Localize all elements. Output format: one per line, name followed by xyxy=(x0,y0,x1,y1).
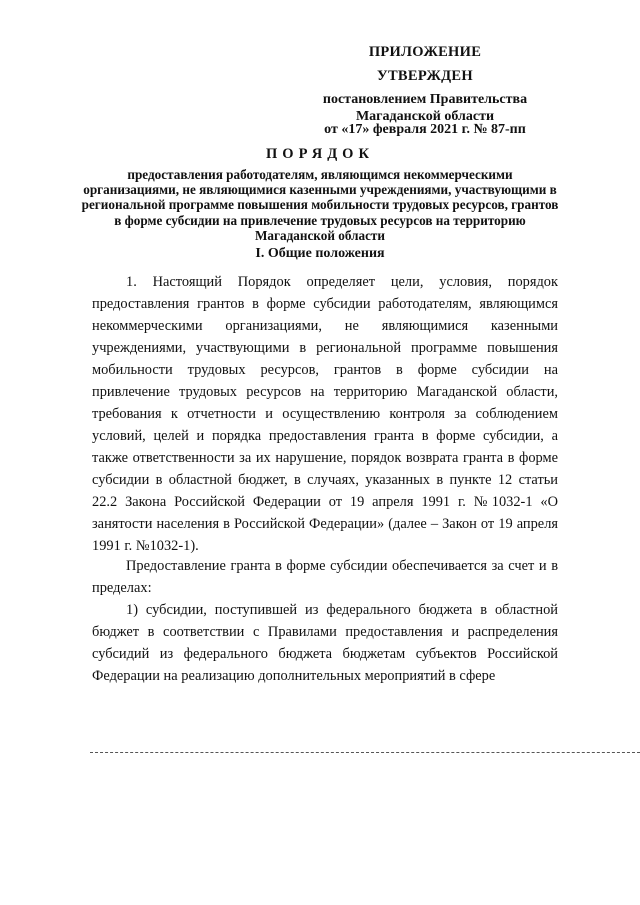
scan-cut-line xyxy=(90,752,640,753)
approval-authority xyxy=(300,91,550,125)
paragraph xyxy=(92,555,558,599)
paragraph xyxy=(92,599,558,687)
approved-label: УТВЕРЖДЕН xyxy=(377,68,473,84)
paragraph-text: Предоставление гранта в форме субсидии обеспечивается за счет и в пределах: xyxy=(92,558,558,596)
approval-line-1: постановлением Правительства xyxy=(322,92,528,107)
appendix-label: ПРИЛОЖЕНИЕ xyxy=(368,44,482,60)
document-title: ПОРЯДОК xyxy=(266,146,374,162)
document-subtitle: предоставления работодателям, являющимся некоммерческими организациями, не являющимися казенными учреждениями, участвующими в региональной программе повышения мобильности трудовых ресурсов, грантов в форме субсидии на привлечение трудовых ресурсов на территорию Магаданской области xyxy=(81,167,559,243)
section-heading: I. Общие положения xyxy=(255,246,385,261)
approval-date: от «17» февраля 2021 г. № 87-пп xyxy=(324,122,526,137)
approval-line-2: Магаданской области xyxy=(355,109,495,124)
paragraph xyxy=(92,271,558,557)
paragraph-text: 1. Настоящий Порядок определяет цели, условия, порядок предоставления грантов в форме субсидии работодателям, являющимся некоммерческими организациями, не являющимися казенными учреждениями, участвующими в региональной программе повышения мобильности трудовых ресурсов, грантов в форме субсидии на привлечение трудовых ресурсов на территорию Магаданской области, требования к отчетности и осуществлению контроля за соблюдением условий, целей и порядка предоставления гранта в форме субсидии, а также ответственности за их нарушение, порядок возврата гранта в форме субсидии в областной бюджет, в случаях, указанных в пункте 12 статьи 22.2 Закона Российской Федерации от 19 апреля 1991 г. №1032-1 «О занятости населения в Российской Федерации» (далее – Закон от 19 апреля 1991 г. №1032-1). xyxy=(92,274,558,554)
paragraph-text: 1) субсидии, поступившей из федерального бюджета в областной бюджет в соответствии с Правилами предоставления и распределения субсидий из федерального бюджета бюджетам субъектов Российской Федерации на реализацию дополнительных мероприятий в сфере xyxy=(92,602,558,684)
